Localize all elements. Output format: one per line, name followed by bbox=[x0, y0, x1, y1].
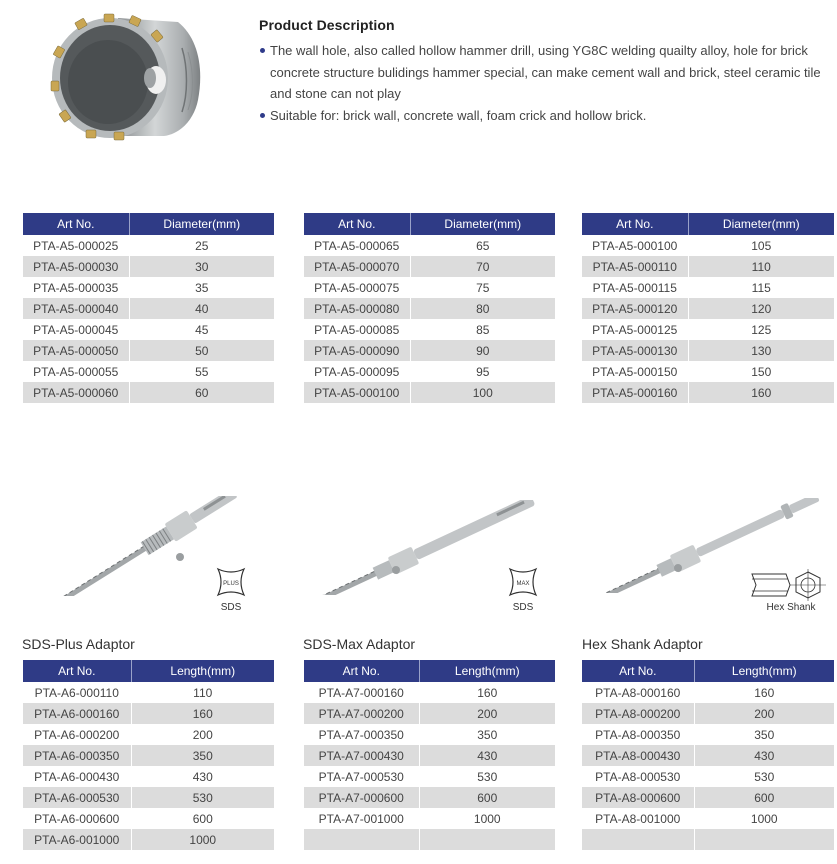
art-no-cell: PTA-A5-000100 bbox=[582, 235, 688, 256]
table-row bbox=[23, 298, 274, 319]
product-description-title: Product Description bbox=[259, 17, 395, 33]
header-length: Length(mm) bbox=[131, 660, 274, 682]
art-no-cell: PTA-A6-000530 bbox=[23, 787, 131, 808]
diameter-cell: 150 bbox=[751, 364, 772, 379]
length-cell: 430 bbox=[694, 745, 834, 766]
diameter-cell: 120 bbox=[688, 298, 834, 319]
art-no-cell: PTA-A7-000350 bbox=[304, 724, 419, 745]
art-no-cell: PTA-A8-000600 bbox=[582, 787, 694, 808]
table-row bbox=[304, 703, 555, 724]
art-no-cell: PTA-A8-000200 bbox=[582, 703, 694, 724]
diameter-cell: 85 bbox=[476, 322, 490, 337]
art-no-cell: PTA-A5-000080 bbox=[304, 298, 410, 319]
table-row bbox=[304, 361, 555, 382]
length-cell: 350 bbox=[477, 727, 498, 742]
header-length: Length(mm) bbox=[694, 660, 834, 682]
table-row bbox=[23, 766, 274, 787]
table-row bbox=[23, 382, 274, 403]
table-row bbox=[582, 382, 834, 403]
art-no-cell: PTA-A5-000115 bbox=[582, 277, 688, 298]
art-no-cell: PTA-A5-000065 bbox=[304, 235, 410, 256]
table-row bbox=[304, 277, 555, 298]
table-row bbox=[304, 382, 555, 403]
sds-plus-adaptor-title: SDS-Plus Adaptor bbox=[22, 636, 135, 652]
art-no-cell: PTA-A7-000600 bbox=[304, 787, 419, 808]
core-bit-table-3 bbox=[582, 213, 834, 403]
table-row bbox=[582, 724, 834, 745]
art-no-cell: PTA-A6-000110 bbox=[23, 682, 131, 703]
sds-plus-adaptor-table bbox=[23, 660, 274, 850]
diameter-cell: 60 bbox=[129, 382, 274, 403]
art-no-cell: PTA-A6-000200 bbox=[23, 724, 131, 745]
table-row bbox=[304, 682, 555, 703]
table-row bbox=[582, 808, 834, 829]
length-cell: 160 bbox=[131, 703, 274, 724]
header-art-no: Art No. bbox=[582, 213, 688, 235]
length-cell: 1000 bbox=[131, 829, 274, 850]
table-row bbox=[304, 766, 555, 787]
table-row bbox=[582, 766, 834, 787]
art-no-cell: PTA-A5-000040 bbox=[23, 298, 129, 319]
art-no-cell: PTA-A5-000150 bbox=[582, 361, 688, 382]
length-cell bbox=[419, 829, 555, 850]
header-art-no: Art No. bbox=[23, 660, 131, 682]
header-art-no: Art No. bbox=[304, 660, 419, 682]
diameter-cell: 130 bbox=[688, 340, 834, 361]
diameter-cell: 125 bbox=[751, 322, 772, 337]
product-description bbox=[259, 40, 837, 126]
length-cell: 600 bbox=[192, 811, 213, 826]
diameter-cell: 55 bbox=[195, 364, 209, 379]
table-row bbox=[304, 256, 555, 277]
sds-plus-icon-text: PLUS bbox=[223, 581, 239, 587]
header-diameter: Diameter(mm) bbox=[410, 213, 555, 235]
core-bit-table-2 bbox=[304, 213, 555, 403]
table-row bbox=[304, 319, 555, 340]
table-row bbox=[582, 235, 834, 256]
description-bullet: The wall hole, also called hollow hammer drill, using YG8C welding quailty alloy, hole for brick concrete structure bulidings hammer special, can make cement wall and brick, steel ceramic tile and stone can not play bbox=[259, 40, 837, 105]
diameter-cell: 25 bbox=[195, 238, 209, 253]
art-no-cell: PTA-A8-000160 bbox=[582, 682, 694, 703]
art-no-cell: PTA-A6-000600 bbox=[23, 808, 131, 829]
table-row bbox=[23, 277, 274, 298]
table-row bbox=[23, 361, 274, 382]
table-row bbox=[582, 256, 834, 277]
art-no-cell: PTA-A8-000350 bbox=[582, 724, 694, 745]
length-cell: 1000 bbox=[750, 811, 778, 826]
diameter-cell: 100 bbox=[410, 382, 555, 403]
art-no-cell: PTA-A5-000100 bbox=[304, 382, 410, 403]
table-row bbox=[23, 703, 274, 724]
art-no-cell: PTA-A5-000045 bbox=[23, 319, 129, 340]
diameter-cell: 45 bbox=[195, 322, 209, 337]
diameter-cell: 160 bbox=[688, 382, 834, 403]
header-diameter: Diameter(mm) bbox=[129, 213, 274, 235]
hex-shank-icon bbox=[750, 568, 830, 602]
length-cell: 530 bbox=[131, 787, 274, 808]
length-cell: 530 bbox=[754, 769, 775, 784]
table-row bbox=[23, 235, 274, 256]
art-no-cell: PTA-A5-000035 bbox=[23, 277, 129, 298]
sds-plus-icon bbox=[214, 565, 248, 599]
table-row bbox=[23, 745, 274, 766]
table-row bbox=[304, 787, 555, 808]
art-no-cell: PTA-A5-000060 bbox=[23, 382, 129, 403]
art-no-cell: PTA-A5-000090 bbox=[304, 340, 410, 361]
table-row bbox=[582, 298, 834, 319]
diameter-cell: 50 bbox=[129, 340, 274, 361]
table-row bbox=[582, 829, 834, 850]
length-cell: 200 bbox=[192, 727, 213, 742]
art-no-cell: PTA-A5-000030 bbox=[23, 256, 129, 277]
core-bit-table-1 bbox=[23, 213, 274, 403]
length-cell: 110 bbox=[193, 685, 213, 700]
table-row bbox=[582, 745, 834, 766]
table-row bbox=[582, 319, 834, 340]
sds-max-icon bbox=[506, 565, 540, 599]
art-no-cell: PTA-A8-001000 bbox=[582, 808, 694, 829]
length-cell: 200 bbox=[419, 703, 555, 724]
diameter-cell: 110 bbox=[688, 256, 834, 277]
core-bit-image bbox=[48, 8, 206, 146]
table-row bbox=[23, 319, 274, 340]
length-cell: 350 bbox=[131, 745, 274, 766]
length-cell: 600 bbox=[694, 787, 834, 808]
diameter-cell: 75 bbox=[476, 280, 490, 295]
length-cell: 350 bbox=[754, 727, 775, 742]
diameter-cell: 115 bbox=[751, 280, 771, 295]
diameter-cell: 95 bbox=[476, 364, 490, 379]
length-cell: 160 bbox=[477, 685, 498, 700]
hex-shank-icon-label: Hex Shank bbox=[766, 602, 816, 613]
diameter-cell: 40 bbox=[129, 298, 274, 319]
table-row bbox=[582, 340, 834, 361]
header-art-no: Art No. bbox=[304, 213, 410, 235]
art-no-cell: PTA-A6-001000 bbox=[23, 829, 131, 850]
description-bullet: Suitable for: brick wall, concrete wall, foam crick and hollow brick. bbox=[259, 105, 837, 127]
art-no-cell: PTA-A6-000430 bbox=[23, 766, 131, 787]
header-art-no: Art No. bbox=[582, 660, 694, 682]
art-no-cell: PTA-A5-000125 bbox=[582, 319, 688, 340]
table-row bbox=[23, 682, 274, 703]
art-no-cell: PTA-A5-000075 bbox=[304, 277, 410, 298]
art-no-cell bbox=[582, 829, 694, 850]
table-row bbox=[304, 745, 555, 766]
table-row bbox=[23, 340, 274, 361]
hex-shank-adaptor-table bbox=[582, 660, 834, 850]
length-cell: 530 bbox=[477, 769, 498, 784]
art-no-cell: PTA-A7-001000 bbox=[304, 808, 419, 829]
art-no-cell: PTA-A5-000055 bbox=[23, 361, 129, 382]
length-cell: 430 bbox=[419, 745, 555, 766]
table-row bbox=[582, 682, 834, 703]
hex-shank-adaptor-title: Hex Shank Adaptor bbox=[582, 636, 703, 652]
table-row bbox=[582, 703, 834, 724]
length-cell: 600 bbox=[419, 787, 555, 808]
table-row bbox=[304, 808, 555, 829]
table-row bbox=[23, 256, 274, 277]
art-no-cell: PTA-A5-000095 bbox=[304, 361, 410, 382]
table-row bbox=[304, 235, 555, 256]
header-diameter: Diameter(mm) bbox=[688, 213, 834, 235]
art-no-cell: PTA-A5-000110 bbox=[582, 256, 688, 277]
sds-plus-icon-label: SDS bbox=[220, 602, 242, 613]
art-no-cell: PTA-A6-000350 bbox=[23, 745, 131, 766]
length-cell: 430 bbox=[192, 769, 213, 784]
sds-max-icon-text: MAX bbox=[516, 581, 530, 587]
sds-max-icon-label: SDS bbox=[512, 602, 534, 613]
diameter-cell: 35 bbox=[195, 280, 209, 295]
diameter-cell: 90 bbox=[410, 340, 555, 361]
art-no-cell: PTA-A7-000530 bbox=[304, 766, 419, 787]
header-length: Length(mm) bbox=[419, 660, 555, 682]
diameter-cell: 70 bbox=[410, 256, 555, 277]
art-no-cell: PTA-A7-000160 bbox=[304, 682, 419, 703]
art-no-cell: PTA-A5-000160 bbox=[582, 382, 688, 403]
table-row bbox=[304, 298, 555, 319]
length-cell bbox=[694, 829, 834, 850]
art-no-cell: PTA-A8-000430 bbox=[582, 745, 694, 766]
sds-max-adaptor-table bbox=[304, 660, 555, 850]
art-no-cell: PTA-A7-000430 bbox=[304, 745, 419, 766]
art-no-cell: PTA-A5-000120 bbox=[582, 298, 688, 319]
length-cell: 160 bbox=[754, 685, 775, 700]
art-no-cell: PTA-A5-000085 bbox=[304, 319, 410, 340]
art-no-cell: PTA-A5-000130 bbox=[582, 340, 688, 361]
table-row bbox=[304, 340, 555, 361]
diameter-cell: 80 bbox=[410, 298, 555, 319]
table-row bbox=[23, 829, 274, 850]
length-cell: 200 bbox=[694, 703, 834, 724]
table-row bbox=[304, 724, 555, 745]
diameter-cell: 30 bbox=[129, 256, 274, 277]
table-row bbox=[23, 808, 274, 829]
art-no-cell: PTA-A8-000530 bbox=[582, 766, 694, 787]
art-no-cell bbox=[304, 829, 419, 850]
diameter-cell: 105 bbox=[751, 238, 772, 253]
diameter-cell: 65 bbox=[476, 238, 490, 253]
table-row bbox=[582, 361, 834, 382]
sds-max-adaptor-title: SDS-Max Adaptor bbox=[303, 636, 416, 652]
art-no-cell: PTA-A5-000050 bbox=[23, 340, 129, 361]
table-row bbox=[23, 724, 274, 745]
art-no-cell: PTA-A7-000200 bbox=[304, 703, 419, 724]
table-row bbox=[23, 787, 274, 808]
art-no-cell: PTA-A5-000025 bbox=[23, 235, 129, 256]
length-cell: 1000 bbox=[473, 811, 501, 826]
art-no-cell: PTA-A6-000160 bbox=[23, 703, 131, 724]
header-art-no: Art No. bbox=[23, 213, 129, 235]
table-row bbox=[582, 787, 834, 808]
table-row bbox=[582, 277, 834, 298]
table-row bbox=[304, 829, 555, 850]
art-no-cell: PTA-A5-000070 bbox=[304, 256, 410, 277]
